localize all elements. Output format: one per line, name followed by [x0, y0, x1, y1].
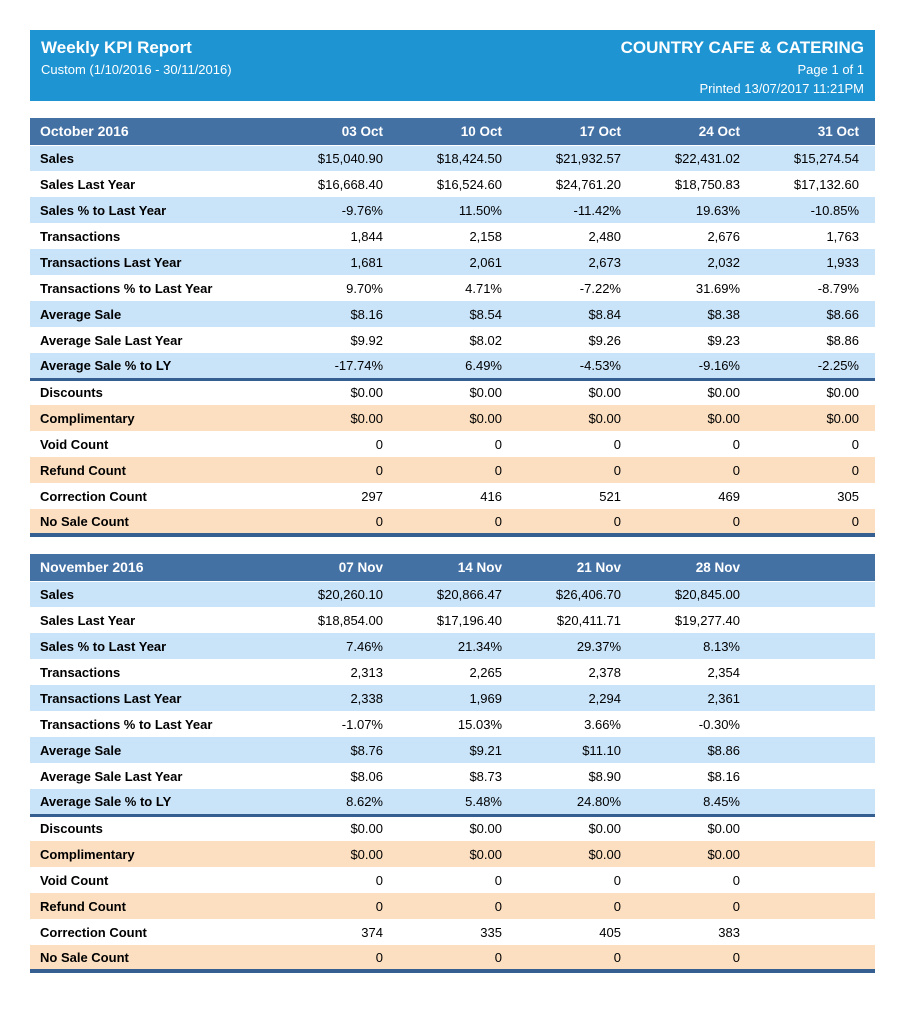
row-label: Correction Count — [40, 488, 147, 504]
cell-value: 0 — [613, 436, 621, 452]
cell-value: 0 — [494, 949, 502, 965]
table-row — [30, 249, 875, 275]
cell-value: $0.00 — [637, 815, 756, 841]
cell-value: 0 — [494, 898, 502, 914]
cell-value: 2,361 — [707, 690, 740, 706]
cell-value: 2,265 — [469, 664, 502, 680]
table-row — [30, 945, 875, 971]
week-column-header: 07 Nov — [280, 554, 399, 581]
row-label: Sales % to Last Year — [40, 638, 167, 654]
cell-value: 374 — [361, 924, 383, 940]
cell-value — [756, 919, 875, 945]
table-row — [30, 379, 875, 405]
cell-value: 31.69% — [695, 280, 740, 296]
table-row — [30, 867, 875, 893]
cell-value: 9.70% — [346, 280, 383, 296]
cell-value: $8.66 — [826, 306, 859, 322]
cell-value — [756, 945, 875, 971]
cell-value — [756, 659, 875, 685]
cell-value: $0.00 — [707, 846, 740, 862]
cell-value: -11.42% — [573, 202, 621, 218]
week-column-header: 17 Oct — [518, 118, 637, 145]
row-label: Refund Count — [40, 898, 126, 914]
cell-value: -1.07% — [341, 716, 383, 732]
cell-value: 2,338 — [350, 690, 383, 706]
cell-value: 305 — [837, 488, 859, 504]
cell-value — [756, 685, 875, 711]
printed-timestamp: Printed 13/07/2017 11:21PM — [699, 81, 864, 97]
cell-value: $8.84 — [588, 306, 621, 322]
cell-value: $9.21 — [469, 742, 502, 758]
cell-value: $0.00 — [469, 846, 502, 862]
week-column-header: 03 Oct — [280, 118, 399, 145]
cell-value: $16,524.60 — [436, 176, 502, 192]
cell-value — [756, 607, 875, 633]
table-row — [30, 301, 875, 327]
cell-value: 0 — [494, 436, 502, 452]
week-column-header: 14 Nov — [399, 554, 518, 581]
cell-value: $8.73 — [469, 768, 502, 784]
row-label: Sales — [40, 586, 74, 602]
cell-value: $16,668.40 — [317, 176, 383, 192]
table-row — [30, 327, 875, 353]
cell-value: 0 — [613, 898, 621, 914]
table-row — [30, 893, 875, 919]
row-label: Complimentary — [40, 410, 135, 426]
cell-value: 2,061 — [469, 254, 502, 270]
table-row — [30, 145, 875, 171]
cell-value: $8.16 — [350, 306, 383, 322]
table-header-row — [30, 118, 875, 145]
cell-value: $0.00 — [518, 379, 637, 405]
cell-value: $19,277.40 — [674, 612, 740, 628]
week-column-header: 28 Nov — [637, 554, 756, 581]
cell-value: -8.79% — [817, 280, 859, 296]
cell-value: $9.92 — [350, 332, 383, 348]
cell-value: -10.85% — [810, 202, 859, 218]
row-label: Transactions % to Last Year — [40, 280, 213, 296]
cell-value: 1,844 — [350, 228, 383, 244]
cell-value: 0 — [375, 898, 383, 914]
row-label: Average Sale — [40, 742, 122, 758]
october-table-wrap — [30, 118, 875, 537]
table-row — [30, 711, 875, 737]
cell-value: $20,411.71 — [556, 612, 621, 628]
cell-value: 5.48% — [465, 793, 502, 809]
cell-value: 297 — [361, 488, 383, 504]
cell-value: 0 — [613, 949, 621, 965]
week-column-header: 31 Oct — [756, 118, 875, 145]
cell-value: $24,761.20 — [555, 176, 621, 192]
row-label: Average Sale % to LY — [40, 793, 172, 809]
cell-value: $8.16 — [707, 768, 740, 784]
cell-value: 0 — [851, 513, 859, 529]
row-label: Void Count — [40, 436, 109, 452]
cell-value: 0 — [732, 949, 740, 965]
table-row — [30, 685, 875, 711]
cell-value: $20,260.10 — [317, 586, 383, 602]
cell-value: $18,424.50 — [436, 150, 502, 166]
cell-value: 1,763 — [826, 228, 859, 244]
table-row — [30, 841, 875, 867]
cell-value: 6.49% — [465, 357, 502, 373]
cell-value: 3.66% — [584, 716, 621, 732]
row-label: Transactions — [40, 228, 121, 244]
cell-value — [756, 763, 875, 789]
cell-value: 0 — [494, 462, 502, 478]
cell-value: 2,313 — [350, 664, 383, 680]
page-indicator: Page 1 of 1 — [797, 61, 864, 77]
row-label: Complimentary — [40, 846, 135, 862]
cell-value: 2,032 — [707, 254, 740, 270]
row-label: Transactions % to Last Year — [40, 716, 213, 732]
table-row — [30, 919, 875, 945]
row-label: Average Sale Last Year — [40, 768, 183, 784]
cell-value: 0 — [851, 436, 859, 452]
cell-value: 2,158 — [469, 228, 502, 244]
cell-value: 19.63% — [695, 202, 740, 218]
cell-value: 0 — [732, 436, 740, 452]
cell-value: -9.16% — [698, 357, 740, 373]
cell-value: $0.00 — [280, 815, 399, 841]
table-month-title: October 2016 — [30, 118, 280, 145]
week-column-header: 24 Oct — [637, 118, 756, 145]
kpi-table-october — [30, 118, 875, 537]
row-label: Sales Last Year — [40, 612, 136, 628]
cell-value: $0.00 — [350, 846, 383, 862]
cell-value: 0 — [613, 462, 621, 478]
row-label: Transactions — [40, 664, 121, 680]
cell-value: $21,932.57 — [555, 150, 621, 166]
cell-value: $22,431.02 — [674, 150, 740, 166]
row-label: Void Count — [40, 872, 109, 888]
cell-value: $17,196.40 — [436, 612, 502, 628]
cell-value — [756, 893, 875, 919]
cell-value: $9.23 — [707, 332, 740, 348]
row-label: Average Sale % to LY — [40, 357, 172, 373]
row-label: No Sale Count — [40, 949, 129, 965]
cell-value: 8.62% — [346, 793, 383, 809]
cell-value: 0 — [851, 462, 859, 478]
november-table-wrap — [30, 554, 875, 973]
cell-value: $0.00 — [637, 379, 756, 405]
row-label: Sales Last Year — [40, 176, 136, 192]
cell-value: 0 — [732, 872, 740, 888]
table-row — [30, 223, 875, 249]
table-row — [30, 581, 875, 607]
cell-value: $0.00 — [350, 410, 383, 426]
table-row — [30, 607, 875, 633]
cell-value: $8.02 — [469, 332, 502, 348]
cell-value: $11.10 — [582, 742, 621, 758]
report-header-band — [30, 30, 875, 101]
cell-value: 21.34% — [457, 638, 502, 654]
cell-value: $18,854.00 — [317, 612, 383, 628]
table-row — [30, 197, 875, 223]
row-label: Sales — [40, 150, 74, 166]
row-label: Transactions Last Year — [40, 254, 182, 270]
cell-value: $0.00 — [399, 379, 518, 405]
company-name: COUNTRY CAFE & CATERING — [620, 38, 864, 57]
cell-value: 7.46% — [346, 638, 383, 654]
table-row — [30, 815, 875, 841]
table-row — [30, 405, 875, 431]
cell-value: 0 — [613, 872, 621, 888]
row-label: Average Sale Last Year — [40, 332, 183, 348]
cell-value: 383 — [718, 924, 740, 940]
table-row — [30, 737, 875, 763]
cell-value: 1,933 — [826, 254, 859, 270]
cell-value: 11.50% — [458, 202, 502, 218]
row-label: Average Sale — [40, 306, 122, 322]
table-row — [30, 789, 875, 815]
cell-value: $20,866.47 — [436, 586, 502, 602]
cell-value: 2,378 — [588, 664, 621, 680]
cell-value: $0.00 — [826, 410, 859, 426]
cell-value: $0.00 — [756, 379, 875, 405]
cell-value: -17.74% — [334, 357, 383, 373]
cell-value: 0 — [375, 949, 383, 965]
cell-value — [756, 867, 875, 893]
row-label: No Sale Count — [40, 513, 129, 529]
table-row — [30, 633, 875, 659]
cell-value: 2,294 — [588, 690, 621, 706]
cell-value: $8.38 — [707, 306, 740, 322]
table-month-title: November 2016 — [30, 554, 280, 581]
cell-value: 0 — [494, 872, 502, 888]
cell-value: 0 — [732, 513, 740, 529]
cell-value: $8.76 — [350, 742, 383, 758]
cell-value: $18,750.83 — [674, 176, 740, 192]
cell-value: $0.00 — [588, 410, 621, 426]
table-row — [30, 763, 875, 789]
cell-value — [756, 581, 875, 607]
cell-value — [756, 633, 875, 659]
cell-value: $0.00 — [469, 410, 502, 426]
row-label: Transactions Last Year — [40, 690, 182, 706]
row-label: Discounts — [30, 815, 280, 841]
cell-value: $15,274.54 — [793, 150, 859, 166]
cell-value: $0.00 — [707, 410, 740, 426]
cell-value: 0 — [375, 513, 383, 529]
cell-value: $8.90 — [588, 768, 621, 784]
cell-value: 0 — [732, 462, 740, 478]
table-row — [30, 275, 875, 301]
cell-value: 2,354 — [707, 664, 740, 680]
table-row — [30, 457, 875, 483]
cell-value: 335 — [480, 924, 502, 940]
cell-value: $0.00 — [280, 379, 399, 405]
cell-value: 29.37% — [576, 638, 621, 654]
report-date-range: Custom (1/10/2016 - 30/11/2016) — [41, 61, 232, 77]
cell-value: 2,673 — [588, 254, 621, 270]
cell-value — [756, 711, 875, 737]
cell-value: $8.06 — [350, 768, 383, 784]
cell-value: $9.26 — [588, 332, 621, 348]
report-title: Weekly KPI Report — [41, 38, 192, 57]
report-header-right — [621, 37, 864, 95]
cell-value: $0.00 — [588, 846, 621, 862]
cell-value: -9.76% — [341, 202, 383, 218]
cell-value: 24.80% — [576, 793, 621, 809]
cell-value: 0 — [375, 436, 383, 452]
table-header-row — [30, 554, 875, 581]
cell-value — [756, 737, 875, 763]
cell-value: $17,132.60 — [793, 176, 859, 192]
row-label: Correction Count — [40, 924, 147, 940]
cell-value: -2.25% — [817, 357, 859, 373]
cell-value: 1,969 — [469, 690, 502, 706]
cell-value — [756, 815, 875, 841]
cell-value: $8.54 — [469, 306, 502, 322]
row-label: Sales % to Last Year — [40, 202, 167, 218]
cell-value: $0.00 — [399, 815, 518, 841]
cell-value: 2,676 — [707, 228, 740, 244]
cell-value: -7.22% — [579, 280, 621, 296]
row-label: Discounts — [30, 379, 280, 405]
cell-value: $20,845.00 — [674, 586, 740, 602]
cell-value: 0 — [494, 513, 502, 529]
week-column-header: 10 Oct — [399, 118, 518, 145]
cell-value — [756, 841, 875, 867]
week-column-header: 21 Nov — [518, 554, 637, 581]
cell-value: 8.45% — [703, 793, 740, 809]
cell-value — [756, 789, 875, 815]
report-header-left — [41, 37, 232, 95]
cell-value: 0 — [732, 898, 740, 914]
cell-value: 416 — [480, 488, 502, 504]
cell-value: 2,480 — [588, 228, 621, 244]
cell-value: 4.71% — [465, 280, 502, 296]
table-row — [30, 353, 875, 379]
table-row — [30, 171, 875, 197]
cell-value: 8.13% — [703, 638, 740, 654]
week-column-header — [756, 554, 875, 581]
cell-value: $15,040.90 — [317, 150, 383, 166]
cell-value: -4.53% — [579, 357, 621, 373]
table-row — [30, 659, 875, 685]
cell-value: -0.30% — [698, 716, 740, 732]
row-label: Refund Count — [40, 462, 126, 478]
table-row — [30, 483, 875, 509]
table-row — [30, 509, 875, 535]
cell-value: 0 — [375, 872, 383, 888]
cell-value: $8.86 — [826, 332, 859, 348]
cell-value: $26,406.70 — [555, 586, 621, 602]
cell-value: $0.00 — [518, 815, 637, 841]
cell-value: 0 — [375, 462, 383, 478]
table-row — [30, 431, 875, 457]
cell-value: 1,681 — [350, 254, 383, 270]
cell-value: 15.03% — [457, 716, 502, 732]
cell-value: 0 — [613, 513, 621, 529]
kpi-table-november — [30, 554, 875, 973]
cell-value: 405 — [599, 924, 621, 940]
cell-value: 521 — [599, 488, 621, 504]
cell-value: $8.86 — [707, 742, 740, 758]
cell-value: 469 — [718, 488, 740, 504]
